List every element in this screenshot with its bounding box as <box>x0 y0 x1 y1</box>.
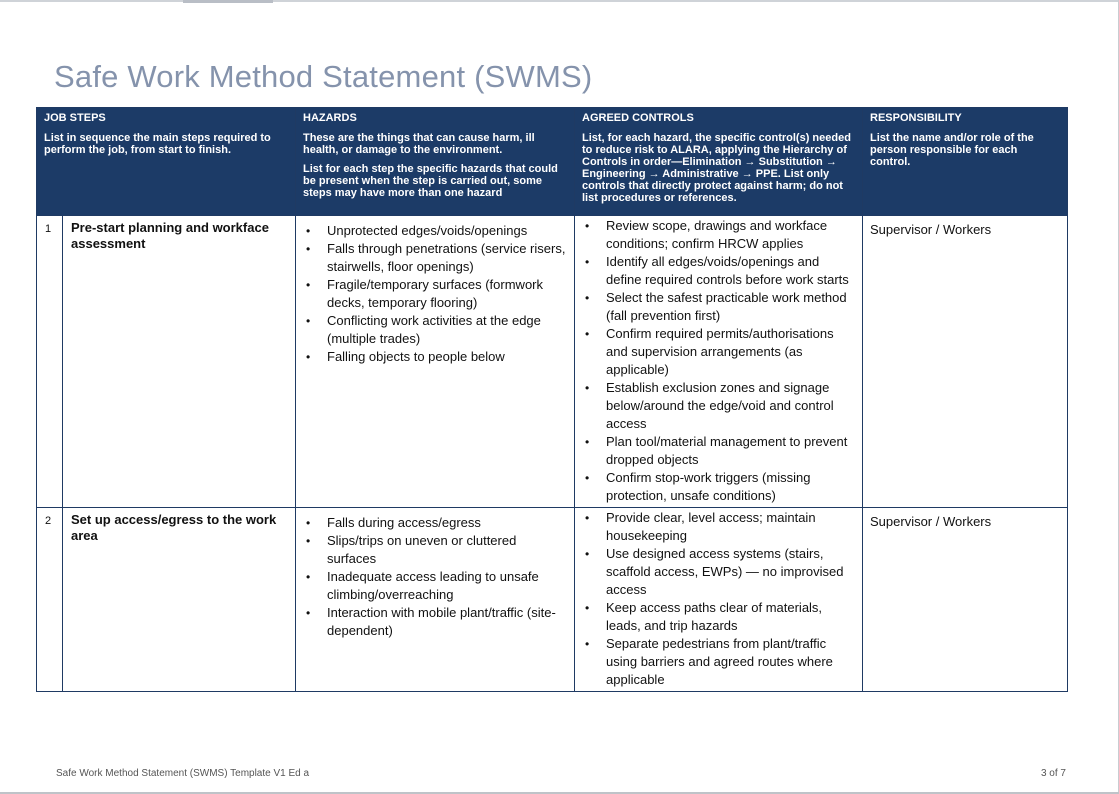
table-row <box>37 216 1068 508</box>
header-hazards-desc: These are the things that can cause harm, ill health, or damage to the environment. <box>303 132 535 156</box>
header-responsibility-title: RESPONSIBILITY <box>870 112 962 124</box>
header-hazards <box>296 108 575 216</box>
controls-list <box>581 217 856 505</box>
list-item: • Establish exclusion zones and signage below/around the edge/void and control access <box>581 379 856 433</box>
swms-table <box>36 107 1068 692</box>
list-item: • Unprotected edges/voids/openings <box>302 222 568 240</box>
header-job-steps-title: JOB STEPS <box>44 112 106 124</box>
hazards-cell <box>296 508 575 692</box>
list-item: • Falls through penetrations (service risers, stairwells, floor openings) <box>302 240 568 276</box>
header-hazards-title: HAZARDS <box>303 112 357 124</box>
controls-cell <box>575 216 863 508</box>
list-item: • Interaction with mobile plant/traffic (site-dependent) <box>302 604 568 640</box>
list-item: • Confirm stop-work triggers (missing protection, unsafe conditions) <box>581 469 856 505</box>
hazards-cell <box>296 216 575 508</box>
controls-list <box>581 509 856 689</box>
step-number: 1 <box>37 216 63 508</box>
hazards-list <box>302 222 568 366</box>
list-item: • Falls during access/egress <box>302 514 568 532</box>
list-item: • Provide clear, level access; maintain housekeeping <box>581 509 856 545</box>
hazards-list <box>302 514 568 640</box>
list-item: • Identify all edges/voids/openings and define required controls before work starts <box>581 253 856 289</box>
table-row <box>37 508 1068 692</box>
list-item: • Plan tool/material management to prevent dropped objects <box>581 433 856 469</box>
step-number: 2 <box>37 508 63 692</box>
header-controls <box>575 108 863 216</box>
page-title: Safe Work Method Statement (SWMS) <box>54 58 593 94</box>
list-item: • Inadequate access leading to unsafe climbing/overreaching <box>302 568 568 604</box>
list-item: • Fragile/temporary surfaces (formwork decks, temporary flooring) <box>302 276 568 312</box>
list-item: • Slips/trips on uneven or cluttered surfaces <box>302 532 568 568</box>
footer-page-number: 3 of 7 <box>1040 768 1066 779</box>
header-controls-title: AGREED CONTROLS <box>582 112 694 124</box>
header-hazards-desc2: List for each step the specific hazards that could be present when the step is carried out, some steps may have more than one hazard <box>303 163 558 199</box>
list-item: • Review scope, drawings and workface conditions; confirm HRCW applies <box>581 217 856 253</box>
step-name: Pre-start planning and workface assessment <box>63 216 296 508</box>
responsibility-cell: Supervisor / Workers <box>863 216 1068 508</box>
table-header-row <box>37 108 1068 216</box>
footer-document-name: Safe Work Method Statement (SWMS) Template V1 Ed a <box>56 768 310 779</box>
header-responsibility <box>863 108 1068 216</box>
step-name: Set up access/egress to the work area <box>63 508 296 692</box>
header-controls-desc: List, for each hazard, the specific control(s) needed to reduce risk to ALARA, applying the Hierarchy of Controls in order—Elimination → Substitution → Engineering → Administrative → PPE. List only controls that directly protect against harm; do not list procedures or references. <box>582 132 851 204</box>
controls-cell <box>575 508 863 692</box>
responsibility-cell: Supervisor / Workers <box>863 508 1068 692</box>
list-item: • Confirm required permits/authorisations and supervision arrangements (as applicable) <box>581 325 856 379</box>
list-item: • Separate pedestrians from plant/traffic using barriers and agreed routes where applicable <box>581 635 856 689</box>
header-job-steps-desc: List in sequence the main steps required to perform the job, from start to finish. <box>44 132 271 156</box>
list-item: • Keep access paths clear of materials, leads, and trip hazards <box>581 599 856 635</box>
list-item: • Select the safest practicable work method (fall prevention first) <box>581 289 856 325</box>
header-job-steps <box>37 108 296 216</box>
list-item: • Use designed access systems (stairs, scaffold access, EWPs) — no improvised access <box>581 545 856 599</box>
top-border <box>0 0 1119 2</box>
list-item: • Falling objects to people below <box>302 348 568 366</box>
header-responsibility-desc: List the name and/or role of the person responsible for each control. <box>870 132 1034 168</box>
list-item: • Conflicting work activities at the edge (multiple trades) <box>302 312 568 348</box>
top-tab-marker <box>183 0 273 3</box>
